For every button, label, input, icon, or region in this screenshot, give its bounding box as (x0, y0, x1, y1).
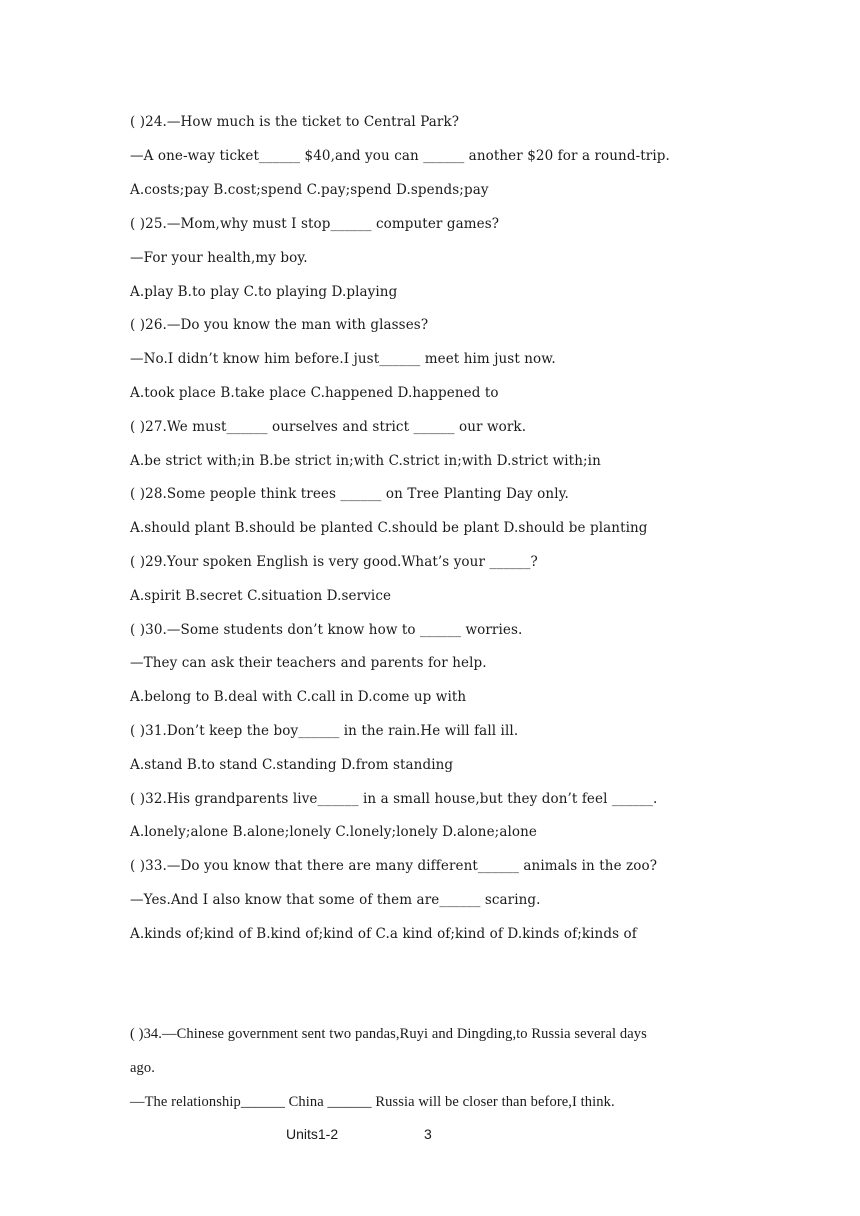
page-number: 3 (424, 1126, 432, 1142)
question-32-stem: ( )32.His grandparents live______ in a small house,but they don’t feel ______. (130, 791, 658, 807)
question-24-options: A.costs;pay B.cost;spend C.pay;spend D.spends;pay (130, 182, 489, 198)
question-25-options: A.play B.to play C.to playing D.playing (130, 284, 398, 300)
question-26-reply: —No.I didn’t know him before.I just______ meet him just now. (130, 351, 556, 367)
question-34-stem: ( )34.—Chinese government sent two pandas,Ruyi and Dingding,to Russia several days (130, 1026, 647, 1042)
question-34-reply: —The relationship______ China ______ Russia will be closer than before,I think. (130, 1094, 615, 1110)
question-34-stem-continued: ago. (130, 1060, 155, 1076)
question-28-stem: ( )28.Some people think trees ______ on Tree Planting Day only. (130, 486, 569, 502)
question-31-options: A.stand B.to stand C.standing D.from standing (130, 757, 454, 773)
question-26-options: A.took place B.take place C.happened D.happened to (130, 385, 499, 401)
question-30-reply: —They can ask their teachers and parents for help. (130, 655, 487, 671)
question-33-stem: ( )33.—Do you know that there are many different______ animals in the zoo? (130, 858, 658, 874)
question-33-reply: —Yes.And I also know that some of them are______ scaring. (130, 892, 541, 908)
question-26-stem: ( )26.—Do you know the man with glasses? (130, 317, 429, 333)
footer-unit-label: Units1-2 (286, 1126, 339, 1142)
question-24-stem: ( )24.—How much is the ticket to Central Park? (130, 114, 460, 130)
question-32-options: A.lonely;alone B.alone;lonely C.lonely;lonely D.alone;alone (130, 824, 537, 840)
question-25-reply: —For your health,my boy. (130, 250, 308, 266)
question-24-reply: —A one-way ticket______ $40,and you can ______ another $20 for a round-trip. (130, 148, 670, 164)
question-29-stem: ( )29.Your spoken English is very good.What’s your ______? (130, 554, 538, 570)
question-25-stem: ( )25.—Mom,why must I stop______ computer games? (130, 216, 500, 232)
question-27-stem: ( )27.We must______ ourselves and strict ______ our work. (130, 419, 527, 435)
question-33-options: A.kinds of;kind of B.kind of;kind of C.a kind of;kind of D.kinds of;kinds of (130, 926, 637, 942)
question-27-options: A.be strict with;in B.be strict in;with C.strict in;with D.strict with;in (130, 453, 601, 469)
question-30-options: A.belong to B.deal with C.call in D.come up with (130, 689, 467, 705)
question-30-stem: ( )30.—Some students don’t know how to ______ worries. (130, 622, 523, 638)
question-28-options: A.should plant B.should be planted C.should be plant D.should be planting (130, 520, 648, 536)
question-31-stem: ( )31.Don’t keep the boy______ in the rain.He will fall ill. (130, 723, 519, 739)
question-29-options: A.spirit B.secret C.situation D.service (130, 588, 392, 604)
